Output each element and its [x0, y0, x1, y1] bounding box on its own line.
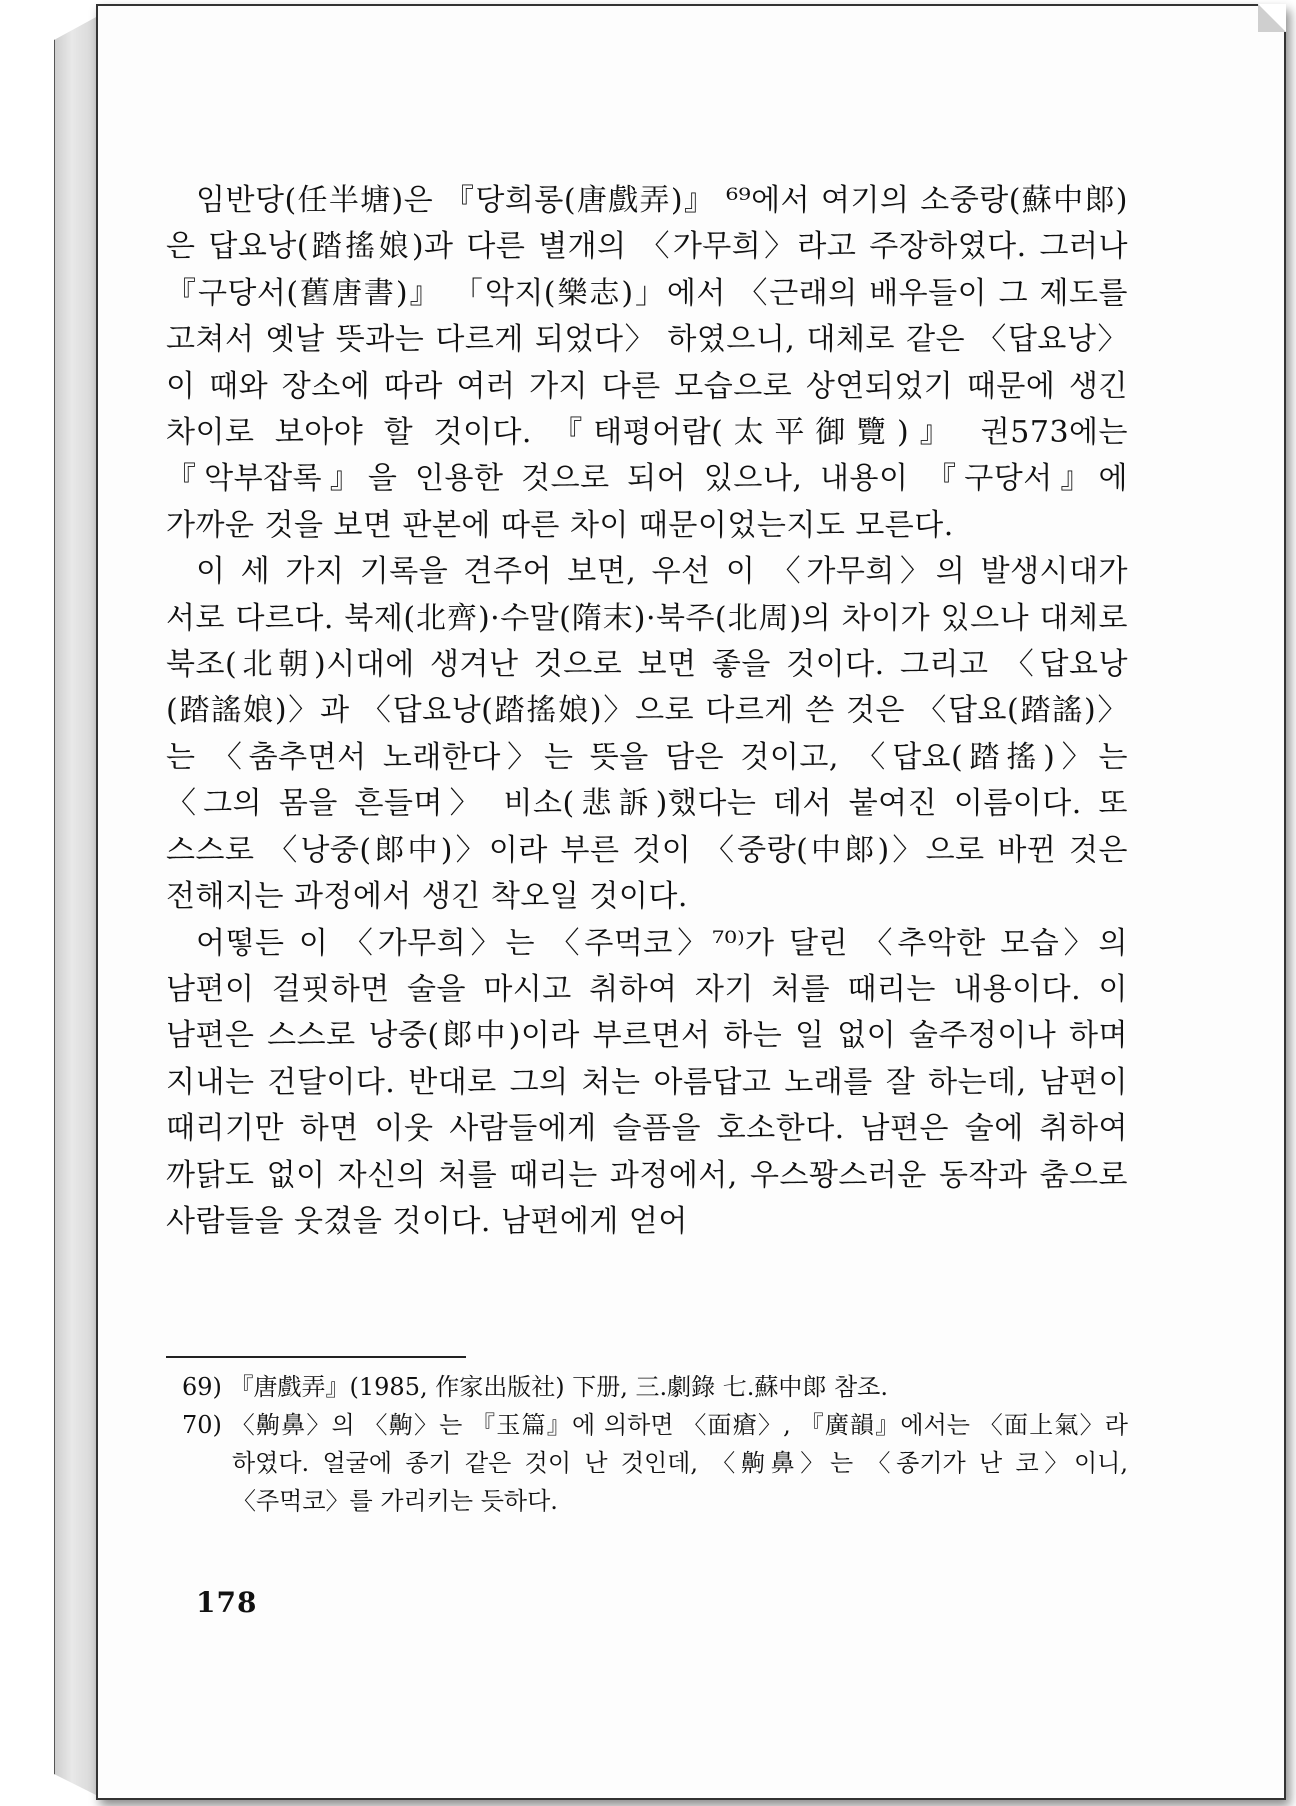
page-number: 178: [196, 1586, 258, 1619]
paragraph-1: 임반당(任半塘)은 『당희롱(唐戲弄)』 ⁶⁹에서 여기의 소중랑(蘇中郞)은 답요낭(踏搖娘)과 다른 별개의 〈가무희〉라고 주장하였다. 그러나 『구당서(舊唐書)』 「악지(樂志)」에서 〈근래의 배우들이 그 제도를 고쳐서 옛날 뜻과는 다르게 되었다〉 하였으니, 대체로 같은 〈답요낭〉이 때와 장소에 따라 여러 가지 다른 모습으로 상연되었기 때문에 생긴 차이로 보아야 할 것이다. 『태평어람(太平御覽)』 권573에는 『악부잡록』을 인용한 것으로 되어 있으나, 내용이 『구당서』에 가까운 것을 보면 판본에 따른 차이 때문이었는지도 모른다.: [166, 183, 1128, 543]
footnote-69: 69) 『唐戲弄』(1985, 作家出版社) 下册, 三.劇錄 七.蘇中郞 참조.: [182, 1373, 888, 1401]
paragraph-3: 어떻든 이 〈가무희〉는 〈주먹코〉⁷⁰⁾가 달린 〈추악한 모습〉의 남편이 걸핏하면 술을 마시고 취하여 자기 처를 때리는 내용이다. 이 남편은 스스로 낭중(郞中)이라 부르면서 하는 일 없이 술주정이나 하며 지내는 건달이다. 반대로 그의 처는 아름답고 노래를 잘 하는데, 남편이 때리기만 하면 이웃 사람들에게 슬픔을 호소한다. 남편은 술에 취하여 까닭도 없이 자신의 처를 때리는 과정에서, 우스꽝스러운 동작과 춤으로 사람들을 웃겼을 것이다. 남편에게 얻어: [166, 925, 1128, 1239]
paragraph-2: 이 세 가지 기록을 견주어 보면, 우선 이 〈가무희〉의 발생시대가 서로 다르다. 북제(北齊)·수말(隋末)·북주(北周)의 차이가 있으나 대체로 북조(北朝)시대에 생겨난 것으로 보면 좋을 것이다. 그리고 〈답요낭(踏謠娘)〉과 〈답요낭(踏搖娘)〉으로 다르게 쓴 것은 〈답요(踏謠)〉는 〈춤추면서 노래한다〉는 뜻을 담은 것이고, 〈답요(踏搖)〉는 〈그의 몸을 흔들며〉 비소(悲訴)했다는 데서 붙여진 이름이다. 또 스스로 〈낭중(郞中)〉이라 부른 것이 〈중랑(中郞)〉으로 바뀐 것은 전해지는 과정에서 생긴 착오일 것이다.: [166, 554, 1128, 915]
body-text: [166, 178, 1128, 1245]
footnotes: [166, 1368, 1128, 1520]
footnote-70: 70) 〈齁鼻〉의 〈齁〉는 『玉篇』에 의하면 〈面瘡〉, 『廣韻』에서는 〈面上氣〉라 하였다. 얼굴에 종기 같은 것이 난 것인데, 〈齁鼻〉는 〈종기가 난 코〉이니, 〈주먹코〉를 가리키는 듯하다.: [182, 1411, 1128, 1515]
page-corner-fold: [1258, 4, 1286, 32]
book-spine: [54, 16, 98, 1796]
footnote-divider: [166, 1356, 466, 1358]
